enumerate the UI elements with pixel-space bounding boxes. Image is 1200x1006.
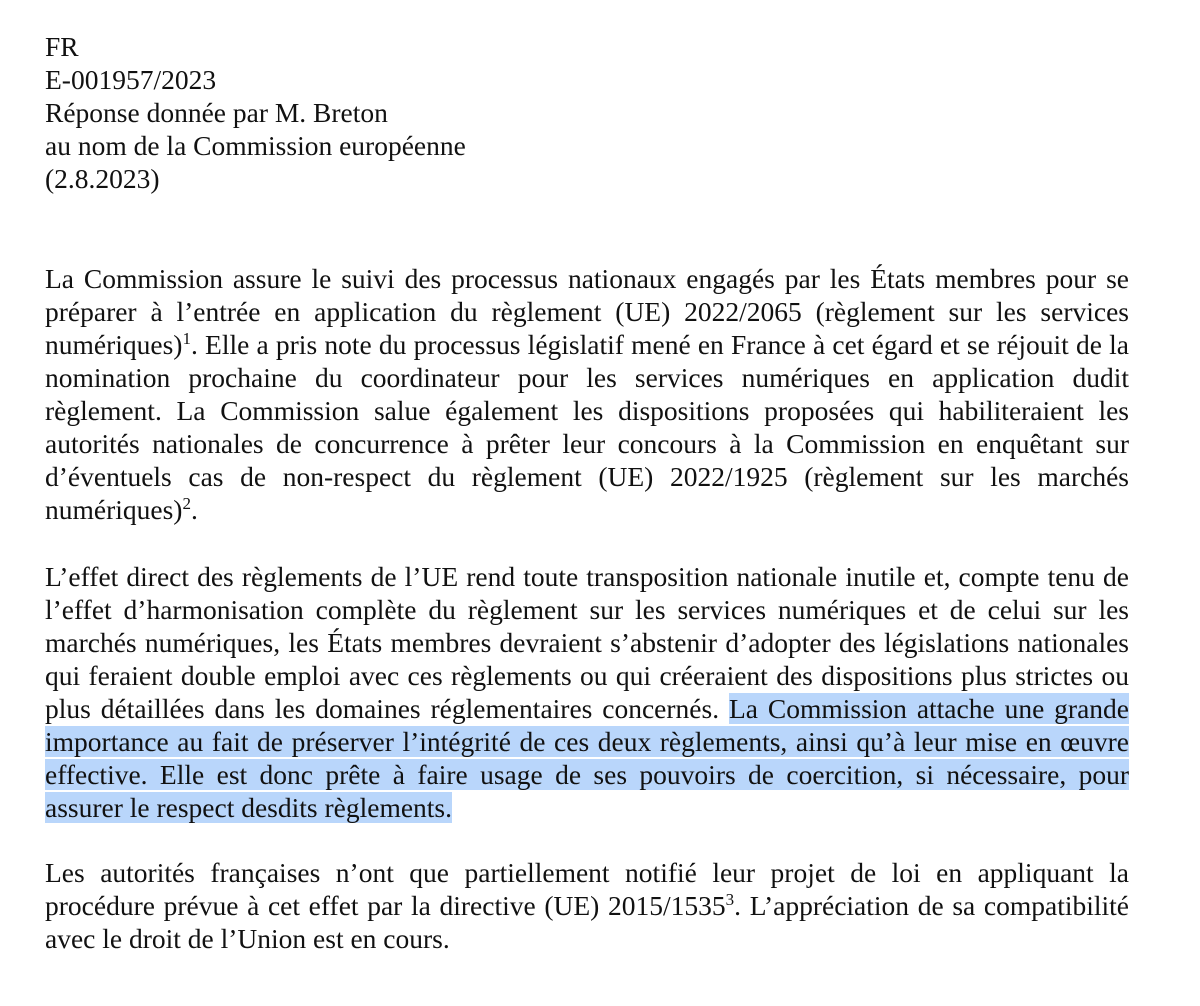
paragraph-2-text: L’effet direct des règlements de l’UE rend toute transposition nationale inutile et, compte tenu de l’effet d’harmonisation complète du règlement sur les services numériques et de celui sur les marchés numériques, les États membres devraient s’abstenir d’adopter des législations nationales qui feraient double emploi avec ces règlements ou qui créeraient des dispositions plus strictes ou plus détaillées dans les domaines réglementaires concernés. — [45, 561, 1129, 724]
language-code: FR — [45, 31, 79, 62]
selected-text-highlight[interactable]: La Commission attache une grande importance au fait de préserver l’intégrité de ces deux règlements, ainsi qu’à leur mise en œuvre effective. Elle est donc prête à faire usage de ses pouvoirs de coercition, si nécessaire, pour assurer le respect desdits règlements. — [45, 693, 1129, 823]
paragraph-2 — [45, 560, 1129, 824]
paragraph-3-text-b: . L’appréciation de sa compatibilité avec le droit de l’Union est en cours. — [45, 890, 1129, 954]
answer-by: Réponse donnée par M. Breton — [45, 97, 388, 128]
paragraph-1-text-b: . Elle a pris note du processus législatif mené en France à cet égard et se réjouit de la nomination prochaine du coordinateur pour les services numériques en application dudit règlement. La Commission salue également les dispositions proposées qui habiliteraient les autorités nationales de concurrence à prêter leur concours à la Commission en enquêtant sur d’éventuels cas de non-respect du règlement (UE) 2022/1925 (règlement sur les marchés numériques) — [45, 329, 1129, 525]
on-behalf-of: au nom de la Commission européenne — [45, 130, 466, 161]
footnote-ref-3: 3 — [725, 890, 735, 909]
paragraph-1-text-a: La Commission assure le suivi des processus nationaux engagés par les États membres pour se préparer à l’entrée en application du règlement (UE) 2022/2065 (règlement sur les services numériques) — [45, 263, 1129, 360]
paragraph-1-text-c: . — [190, 494, 198, 525]
question-reference: E-001957/2023 — [45, 64, 217, 95]
footnote-ref-1: 1 — [182, 329, 191, 348]
document-header — [45, 30, 1129, 195]
paragraph-3-text-a: Les autorités françaises n’ont que partiellement notifié leur projet de loi en appliquant la procédure prévue à cet effet par la directive (UE) 2015/1535 — [45, 857, 1129, 921]
footnote-ref-2: 2 — [182, 494, 191, 513]
paragraph-3 — [45, 856, 1129, 955]
answer-date: (2.8.2023) — [45, 163, 160, 194]
document-page — [45, 30, 1129, 954]
paragraph-1 — [45, 262, 1129, 526]
